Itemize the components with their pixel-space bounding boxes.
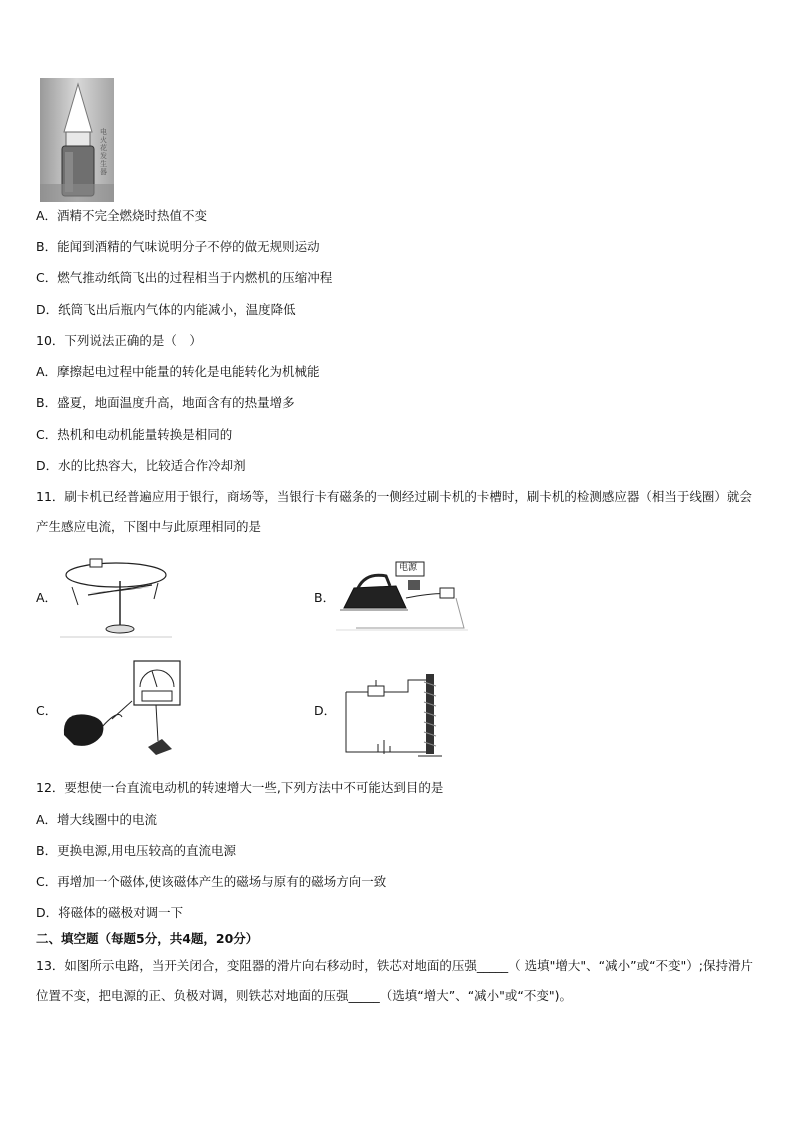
section-heading-fill-in: 二、填空题（每题5分，共4题，20分）: [36, 931, 259, 946]
q12-option-a: A．增大线圈中的电流: [36, 812, 158, 827]
q9-option-a: A．酒精不完全燃烧时热值不变: [36, 208, 208, 223]
q9-option-d: D．纸筒飞出后瓶内气体的内能减小，温度降低: [36, 302, 296, 317]
q10-option-c: C．热机和电动机能量转换是相同的: [36, 427, 233, 442]
figure-d-electromagnet: [338, 662, 448, 758]
q10-option-d: D．水的比热容大，比较适合作冷却剂: [36, 458, 246, 473]
q12-stem: 12．要想使一台直流电动机的转速增大一些,下列方法中不可能达到目的是: [36, 780, 444, 795]
q10-stem: 10．下列说法正确的是（ ）: [36, 333, 202, 348]
q11-label-b: B．: [314, 590, 336, 605]
q13-stem: 13．如图所示电路，当开关闭合，变阻器的滑片向右移动时，铁芯对地面的压强_____（ 选填"增大"、“减小”或“不变"）;保持滑片位置不变，把电源的正、负极对调，则铁芯对地面的压强_____（选填“增大”、“减小"或“不变")。: [36, 958, 754, 1003]
q11-label-c: C．: [36, 703, 58, 718]
figure-a-oersted: [60, 553, 172, 639]
q11-stem: 11．刷卡机已经普遍应用于银行，商场等，当银行卡有磁条的一侧经过刷卡机的卡槽时，刷卡机的检测感应器（相当于线圈）就会产生感应电流，下图中与此原理相同的是: [36, 489, 752, 534]
q12-option-c: C．再增加一个磁体,使该磁体产生的磁场与原有的磁场方向一致: [36, 874, 387, 889]
photo-caption: 电火花发生器: [100, 128, 107, 176]
figure-c-generator: [62, 657, 188, 761]
q11-label-a: A．: [36, 590, 58, 605]
q12-option-b: B．更换电源,用电压较高的直流电源: [36, 843, 237, 858]
q10-option-b: B．盛夏，地面温度升高，地面含有的热量增多: [36, 395, 295, 410]
q12-option-d: D．将磁体的磁极对调一下: [36, 905, 184, 920]
figure-b-power-label: 电源: [399, 563, 418, 573]
q9-option-b: B．能闻到酒精的气味说明分子不停的做无规则运动: [36, 239, 320, 254]
figure-b-iron: [336, 558, 468, 632]
spark-generator-photo: [40, 78, 114, 202]
q10-option-a: A．摩擦起电过程中能量的转化是电能转化为机械能: [36, 364, 320, 379]
q9-option-c: C．燃气推动纸筒飞出的过程相当于内燃机的压缩冲程: [36, 270, 333, 285]
q11-label-d: D．: [314, 703, 337, 718]
